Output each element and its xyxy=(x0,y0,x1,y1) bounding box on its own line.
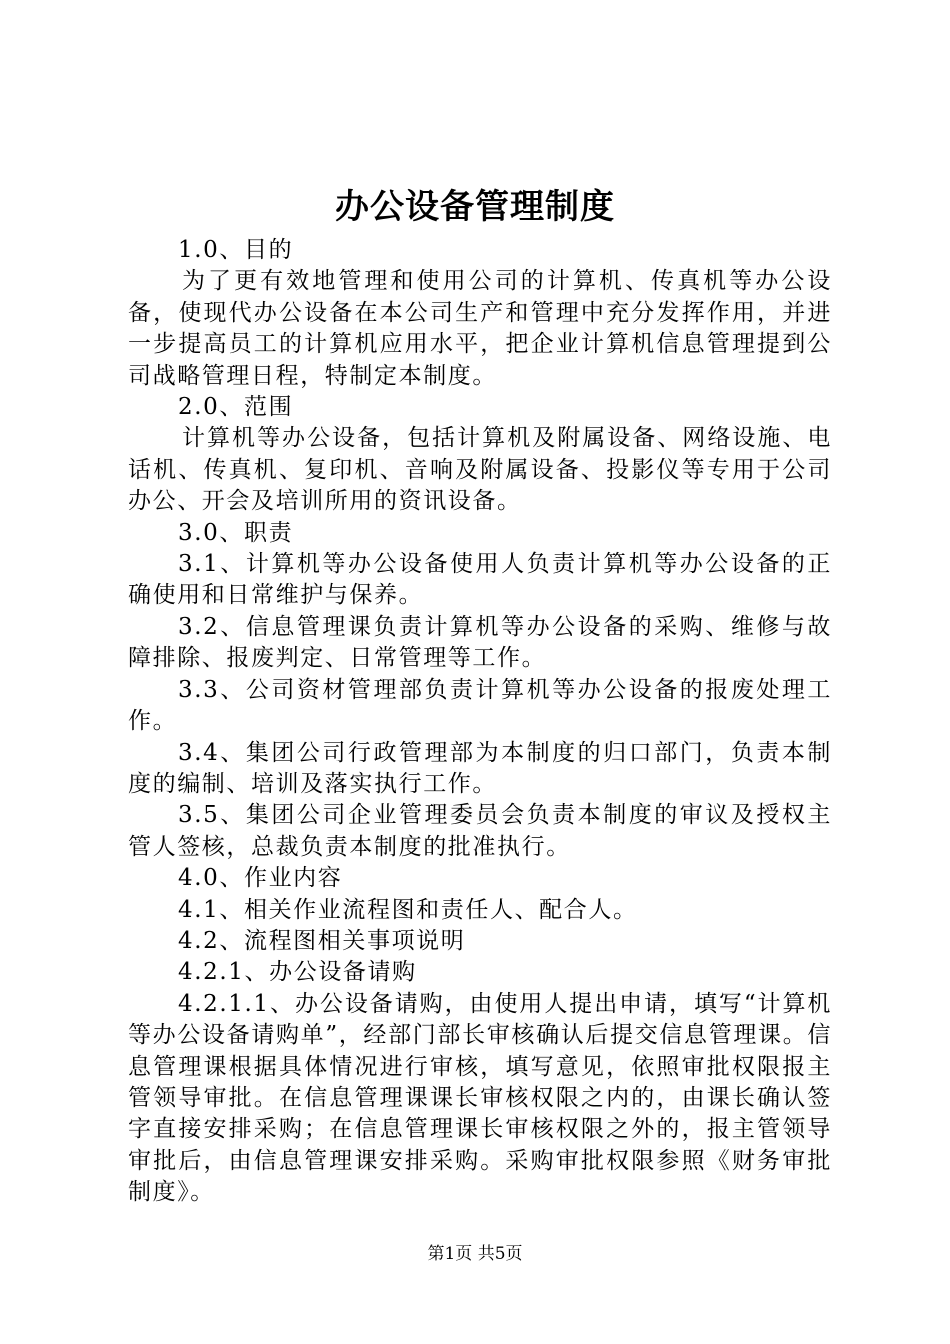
document-body xyxy=(128,235,832,1209)
responsibility-item: 3.2、信息管理课负责计算机等办公设备的采购、维修与故障排除、报废判定、日常管理等工作。 xyxy=(128,613,832,672)
section-heading-scope: 2.0、范围 xyxy=(178,394,294,421)
section-heading-work-content: 4.0、作业内容 xyxy=(178,865,343,892)
section-heading-responsibilities: 3.0、职责 xyxy=(178,519,294,546)
work-content-item: 4.2.1、办公设备请购 xyxy=(178,959,417,986)
work-content-item: 4.2.1.1、办公设备请购，由使用人提出申请，填写“计算机等办公设备请购单”，经部门部长审核确认后提交信息管理课。信息管理课根据具体情况进行审核，填写意见，依照审批权限报主管领导审批。在信息管理课课长审核权限之内的，由课长确认签字直接安排采购；在信息管理课长审核权限之外的，报主管领导审批后，由信息管理课安排采购。采购审批权限参照《财务审批制度》。 xyxy=(128,990,832,1206)
work-content-item: 4.2、流程图相关事项说明 xyxy=(178,927,466,954)
scope-paragraph: 计算机等办公设备，包括计算机及附属设备、网络设施、电话机、传真机、复印机、音响及附属设备、投影仪等专用于公司办公、开会及培训所用的资讯设备。 xyxy=(128,425,832,515)
work-content-item: 4.1、相关作业流程图和责任人、配合人。 xyxy=(178,896,638,923)
section-heading-purpose: 1.0、目的 xyxy=(178,237,294,263)
responsibility-item: 3.1、计算机等办公设备使用人负责计算机等办公设备的正确使用和日常维护与保养。 xyxy=(128,551,832,609)
document-title: 办公设备管理制度 xyxy=(335,187,615,227)
responsibility-item: 3.3、公司资材管理部负责计算机等办公设备的报废处理工作。 xyxy=(128,676,832,735)
responsibility-item: 3.5、集团公司企业管理委员会负责本制度的审议及授权主管人签核，总裁负责本制度的批准执行。 xyxy=(128,802,832,860)
responsibility-item: 3.4、集团公司行政管理部为本制度的归口部门，负责本制度的编制、培训及落实执行工作。 xyxy=(128,739,832,797)
page-number-footer: 第1页 共5页 xyxy=(427,1244,523,1264)
purpose-paragraph: 为了更有效地管理和使用公司的计算机、传真机等办公设备，使现代办公设备在本公司生产和管理中充分发挥作用，并进一步提高员工的计算机应用水平，把企业计算机信息管理提到公司战略管理日程，特制定本制度。 xyxy=(128,268,832,389)
